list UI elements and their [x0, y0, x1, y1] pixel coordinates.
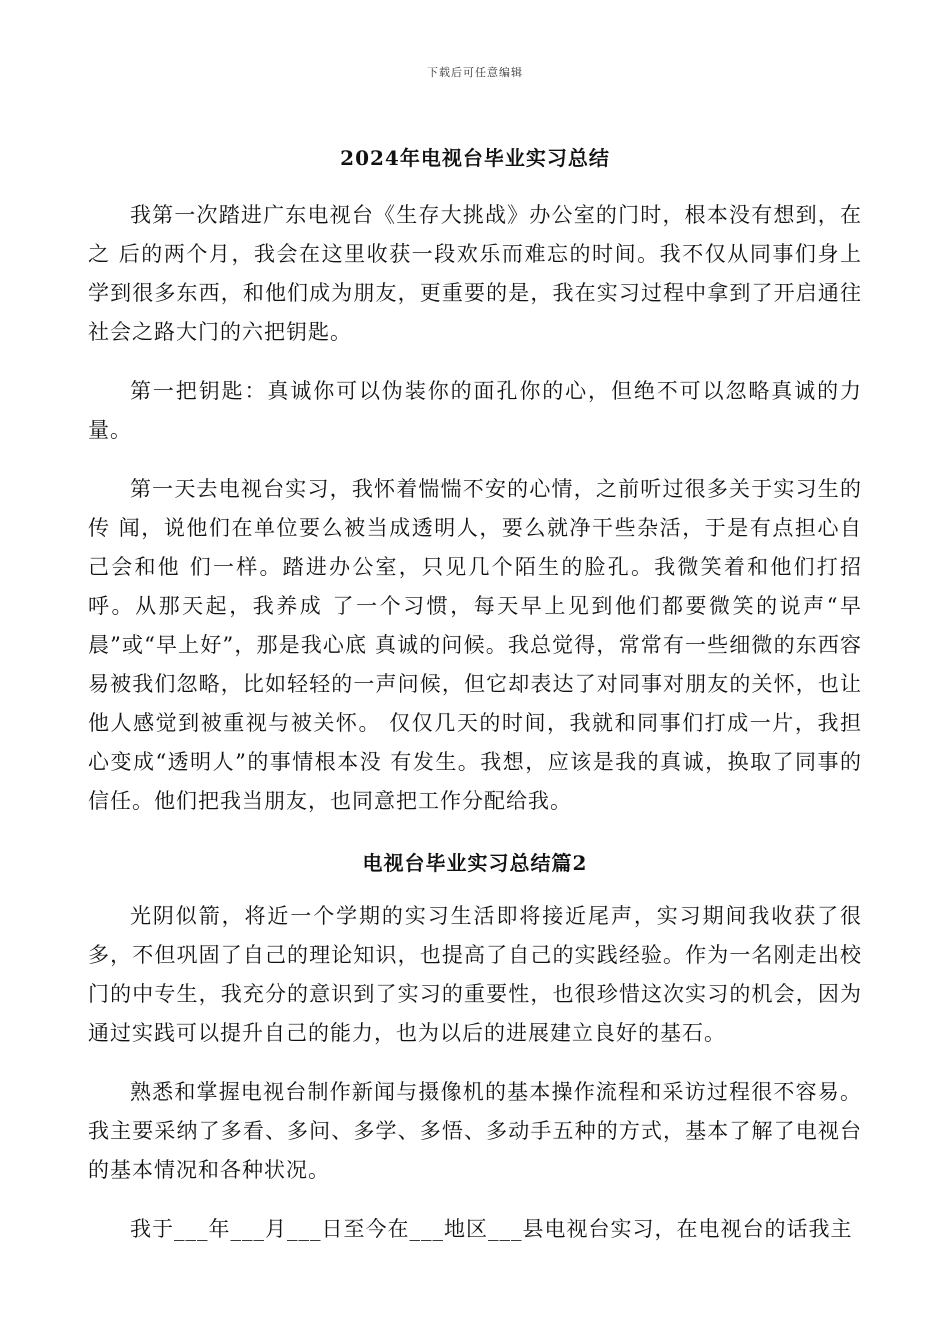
paragraph: 光阴似箭，将近一个学期的实习生活即将接近尾声，实习期间我收获了很多，不但巩固了自己的理论知识，也提高了自己的实践经验。作为一名刚走出校门的中专生，我充分的意识到了实习的重要性，也很珍惜这次实习的机会，因为通过实践可以提升自己的能力，也为以后的进展建立良好的基石。 — [88, 904, 862, 1045]
paragraph: 我第一次踏进广东电视台《生存大挑战》办公室的门时，根本没有想到，在之 后的两个月，我会在这里收获一段欢乐而难忘的时间。我不仅从同事们身上学到很多东西，和他们成为朋友，更重要的是，我在实习过程中拿到了开启通往社会之路大门的六把钥匙。 — [88, 203, 862, 344]
paragraph: 第一把钥匙：真诚你可以伪装你的面孔你的心，但绝不可以忽略真诚的力量。 — [88, 379, 862, 442]
paragraph: 熟悉和掌握电视台制作新闻与摄像机的基本操作流程和采访过程很不容易。我主要采纳了多看、多问、多学、多悟、多动手五种的方式，基本了解了电视台的基本情况和各种状况。 — [88, 1080, 862, 1182]
page-header-note: 下载后可任意编辑 — [427, 66, 523, 79]
section-title: 电视台毕业实习总结篇2 — [362, 851, 588, 875]
document-body — [88, 140, 862, 1269]
paragraph: 第一天去电视台实习，我怀着惴惴不安的心情，之前听过很多关于实习生的传 闻，说他们在单位要么被当成透明人，要么就净干些杂活，于是有点担心自己会和他 们一样。踏进办公室，只见几个陌生的脸孔。我微笑着和他们打招呼。从那天起，我养成 了一个习惯，每天早上见到他们都要微笑的说声“早晨”或“早上好”，那是我心底 真诚的问候。我总觉得，常常有一些细微的东西容易被我们忽略，比如轻轻的一声问候，但它却表达了对同事对朋友的关怀，也让他人感觉到被重视与被关怀。 仅仅几天的时间，我就和同事们打成一片，我担心变成“透明人”的事情根本没 有发生。我想，应该是我的真诚，换取了同事的信任。他们把我当朋友，也同意把工作分配给我。 — [88, 477, 862, 813]
document-title: 2024年电视台毕业实习总结 — [340, 146, 610, 170]
paragraph: 我于___年___月___日至今在___地区___县电视台实习，在电视台的话我主 — [130, 1217, 853, 1241]
